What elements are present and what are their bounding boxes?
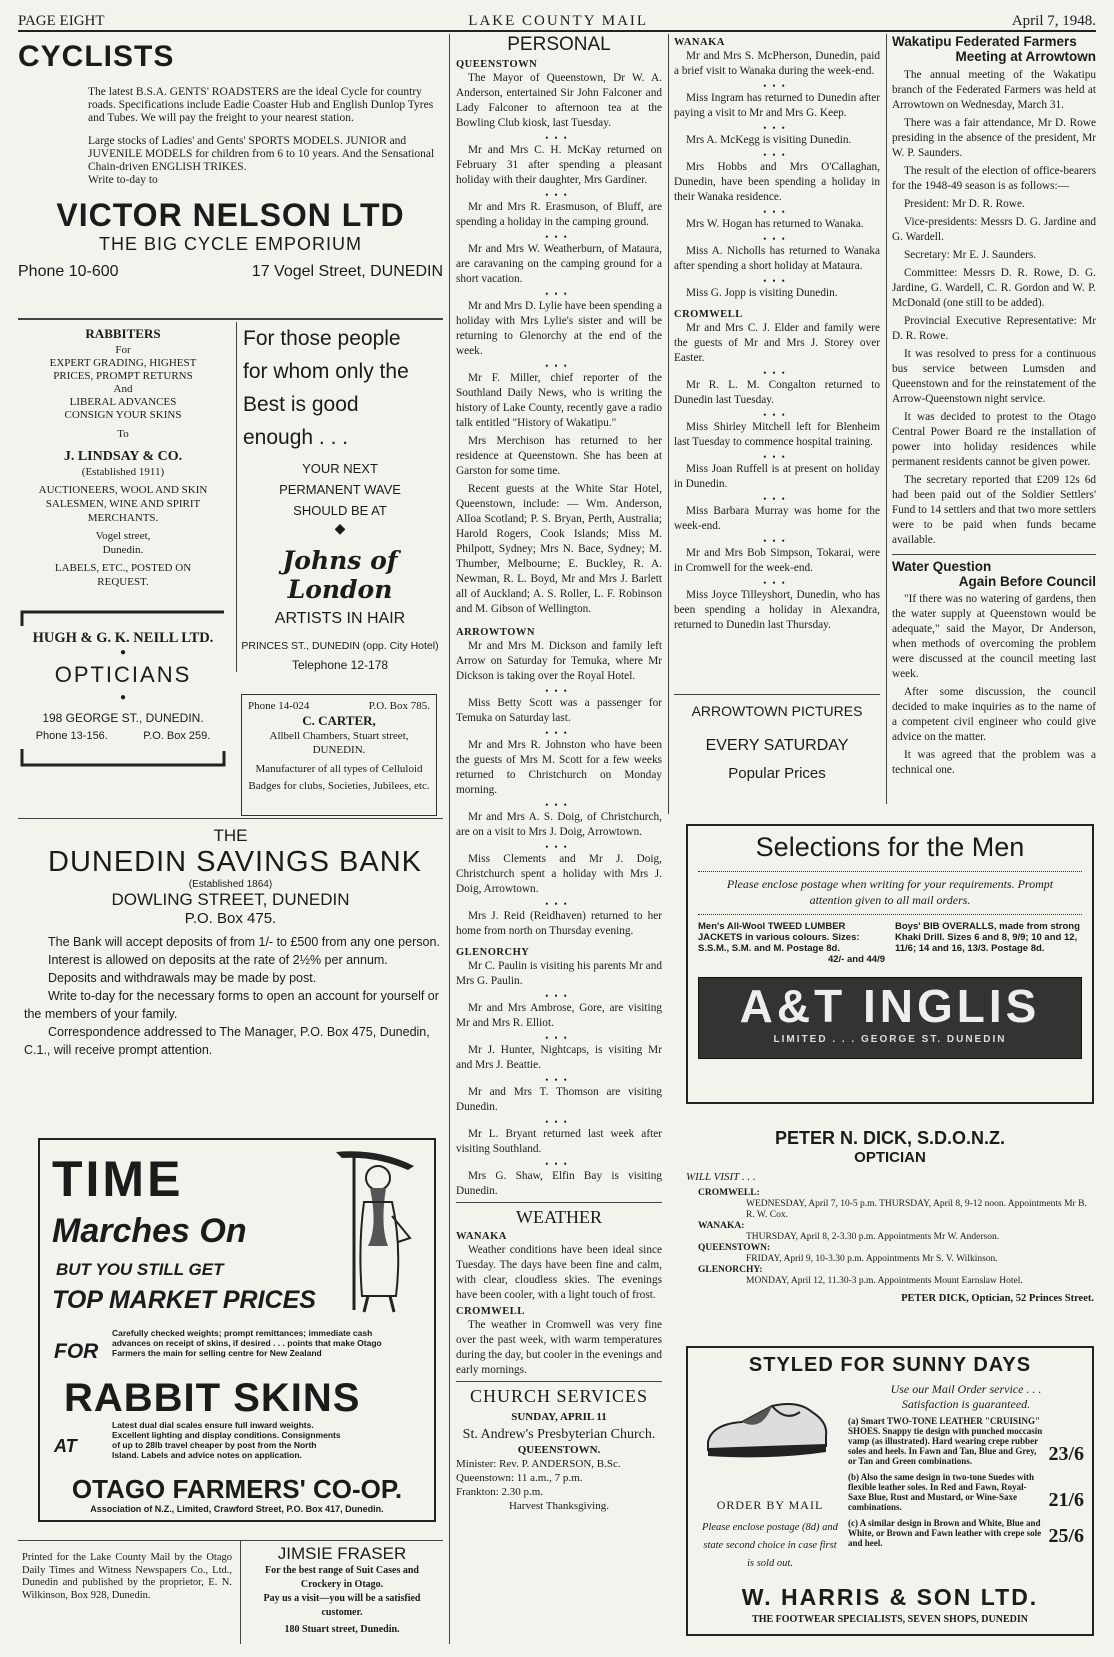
news-item: Mrs J. Reid (Reidhaven) returned to her home from north on Thursday evening. <box>456 910 662 937</box>
news-item: Mr and Mrs Bob Simpson, Tokarai, were in Cromwell for the week-end. <box>674 547 880 574</box>
johns-artists-in-hair: ARTISTS IN HAIR <box>274 610 406 627</box>
carter-ad <box>241 694 437 816</box>
separator: ••• <box>545 1033 573 1043</box>
separator: ••• <box>545 361 573 371</box>
jimsie-text: For the best range of Suit Cases and Crockery in Otago. <box>265 1565 419 1590</box>
victor-nelson-phone: Phone 10-600 <box>18 263 119 280</box>
separator: ••• <box>763 276 791 286</box>
separator: ••• <box>763 410 791 420</box>
news-item: Mr and Mrs R. Johnston who have been the guests of Mrs M. Scott for a few weeks returned to Christchurch on Monday morning. <box>456 739 662 796</box>
bullet-icon: ● <box>119 692 127 703</box>
dick-queenstown-times: FRIDAY, April 9, 10-3.30 p.m. Appointments Mr S. V. Wilkinson. <box>746 1254 998 1264</box>
otago-farmers-address: Association of N.Z., Limited, Crawford Street, P.O. Box 417, Dunedin. <box>90 1504 384 1514</box>
harris-satisfaction: Satisfaction is guaranteed. <box>901 1397 1031 1411</box>
column-rule <box>668 34 669 814</box>
church-title: CHURCH SERVICES <box>456 1381 662 1407</box>
news-item: Mr and Mrs R. Erasmuson, of Bluff, are spending a holiday in the camping ground. <box>456 201 662 228</box>
harris-footwear: THE FOOTWEAR SPECIALISTS, SEVEN SHOPS, DUNEDIN <box>752 1614 1028 1625</box>
news-item: Miss A. Nicholls has returned to Wanaka after spending a short holiday at Mataura. <box>674 245 880 272</box>
bank-street: DOWLING STREET, DUNEDIN <box>111 890 350 909</box>
johns-line-4: enough . . . <box>243 426 349 449</box>
news-item: Mr and Mrs T. Thomson are visiting Dunedin. <box>456 1086 662 1113</box>
news-item: The Mayor of Queenstown, Dr W. A. Anderson, entertained Sir John Falconer and Lady Falconer to afternoon tea at the Bowling Club kiosk, last Tuesday. <box>456 72 662 129</box>
bank-text-5: Correspondence addressed to The Manager, P.O. Box 475, Dunedin, C.1., will receive prompt attention. <box>24 1025 430 1057</box>
separator: ••• <box>545 728 573 738</box>
page-number: PAGE EIGHT <box>18 13 105 29</box>
rabbiters-title: RABBITERS <box>85 326 161 341</box>
church-name: St. Andrew's Presbyterian Church. <box>462 1427 656 1442</box>
church-minister: Minister: Rev. P. ANDERSON, B.Sc. <box>456 1458 621 1470</box>
bank-established: (Established 1864) <box>188 879 273 890</box>
bank-text-2: Interest is allowed on deposits at the rate of 2½% per annum. <box>48 953 388 967</box>
news-item: Mr R. L. M. Congalton returned to Dunedin last Tuesday. <box>674 379 880 406</box>
diamond-ornament-icon: ◆ <box>334 522 346 537</box>
news-item: Mr J. Hunter, Nightcaps, is visiting Mr and Mrs J. Beattie. <box>456 1044 662 1071</box>
church-frankton-times: Frankton: 2.30 p.m. <box>456 1486 544 1498</box>
news-item: Miss G. Jopp is visiting Dunedin. <box>686 287 838 299</box>
harris-mail-service: Use our Mail Order service . . . <box>890 1382 1042 1396</box>
divider <box>18 318 443 320</box>
rabbiters-line: And <box>113 383 133 395</box>
at-label: AT <box>54 1436 77 1456</box>
bank-name: DUNEDIN SAVINGS BANK <box>48 846 422 878</box>
newspaper-title: LAKE COUNTY MAIL <box>468 13 649 29</box>
father-time-illustration <box>318 1146 428 1316</box>
carter-city: DUNEDIN. <box>312 744 366 756</box>
divider <box>18 818 443 819</box>
otago-text-1: Carefully checked weights; prompt remittances; immediate cash advances on receipt of skins, if desired . . . points that make Otago Farmers the main for selling centre for New Zealand <box>112 1328 382 1358</box>
cycle-emporium-tagline: THE BIG CYCLE EMPORIUM <box>98 234 363 254</box>
news-item: Mrs Hobbs and Mrs O'Callaghan, Dunedin, have been spending a holiday in their Wanaka residence. <box>674 161 880 203</box>
harris-ad <box>686 1346 1094 1636</box>
separator: ••• <box>763 494 791 504</box>
harris-item-c: (c) A similar design in Brown and White, Blue and White, or Brown and Fawn leather with crepe sole and heel. <box>848 1518 1042 1548</box>
rabbiters-line: EXPERT GRADING, HIGHEST <box>49 357 197 369</box>
news-item: Mrs Merchison has returned to her residence at Queenstown. She has been at Garston for some time. <box>456 435 662 477</box>
wanaka-column <box>674 34 880 694</box>
news-item: Mr L. Bryant returned last week after visiting Southland. <box>456 1128 662 1155</box>
dick-will-visit: WILL VISIT . . . <box>686 1171 756 1183</box>
separator: ••• <box>545 133 573 143</box>
separator: ••• <box>763 207 791 217</box>
carter-address: Allbell Chambers, Stuart street, <box>269 730 409 742</box>
rabbiters-ad <box>18 326 228 596</box>
rabbit-skins: RABBIT SKINS <box>64 1376 361 1420</box>
neill-opticians-ad <box>18 608 228 808</box>
johns-line-3: Best is good <box>243 393 359 416</box>
weather-cromwell-text: The weather in Cromwell was very fine over the past week, with warm temperatures during the day, but cooler in the evenings and early mornings. <box>456 1319 662 1376</box>
pictures-title: ARROWTOWN PICTURES <box>691 703 863 719</box>
dick-queenstown: QUEENSTOWN: <box>698 1243 771 1253</box>
jimsie-fraser-ad <box>240 1540 443 1644</box>
for-label: FOR <box>54 1340 99 1363</box>
otago-farmers-name: OTAGO FARMERS' CO-OP. <box>71 1474 403 1504</box>
rabbiters-line: To <box>117 428 129 440</box>
water-title-2: Again Before Council <box>958 574 1096 589</box>
carter-phone: Phone 14-024 <box>248 700 310 712</box>
inglis-note: Please enclose postage when writing for your requirements. Prompt attention given to all mail orders. <box>726 877 1054 907</box>
separator: ••• <box>763 536 791 546</box>
separator: ••• <box>763 81 791 91</box>
lindsay-established: (Established 1911) <box>81 466 165 478</box>
jimsie-name: JIMSIE FRASER <box>277 1544 407 1563</box>
water-text: After some discussion, the council decided to make inquiries as to the name of a competent civil engineer who could give advice on the matter. <box>892 686 1096 743</box>
cyclists-ad <box>18 40 443 315</box>
johns-address: PRINCES ST., DUNEDIN (opp. City Hotel) <box>241 640 439 652</box>
johns-line-7: SHOULD BE AT <box>293 503 387 518</box>
harris-item-b: (b) Also the same design in two-tone Suedes with flexible leather soles. In Red and Fawn, Royal-Saxe Blue, Rust and Mustard, or Wine-Saxe combinations. <box>848 1472 1035 1512</box>
separator: ••• <box>545 842 573 852</box>
johns-telephone: Telephone 12-178 <box>291 658 389 672</box>
bank-text-1: The Bank will accept deposits of from 1/- to £500 from any one person. <box>48 935 440 949</box>
bullet-icon: ● <box>119 647 127 658</box>
lindsay-name: J. LINDSAY & CO. <box>63 449 183 464</box>
news-item: Mr and Mrs W. Weatherburn, of Mataura, are caravaning on the camping ground for a short vacation. <box>456 243 662 285</box>
masthead <box>18 10 1096 32</box>
dick-signature: PETER DICK, Optician, 52 Princes Street. <box>901 1293 1094 1304</box>
federated-farmers-column <box>892 34 1096 804</box>
personal-title: PERSONAL <box>507 34 611 55</box>
neill-address: 198 GEORGE ST., DUNEDIN. <box>42 711 204 725</box>
johns-line-6: PERMANENT WAVE <box>279 482 401 497</box>
farmers-text: President: Mr D. R. Rowe. <box>904 198 1025 210</box>
imprint: Printed for the Lake County Mail by the Otago Daily Times and Witness Newspapers Co., Ltd., Dunedin and published by the proprietor, E. N. Wilkinson, Box 928, Dunedin. <box>22 1552 232 1601</box>
inglis-ad <box>686 824 1094 1104</box>
water-text: "If there was no watering of gardens, then the water supply at Queenstown would be adequate," said the Mayor, Dr Anderson, when methods of overcoming the problem were discussed at the council meeting last week. <box>892 593 1096 680</box>
news-item: Miss Betty Scott was a passenger for Temuka on Saturday last. <box>456 697 662 724</box>
shoe-illustration <box>702 1392 832 1462</box>
inglis-overalls: Boys' BIB OVERALLS, made from strong Khaki Drill. Sizes 6 and 8, 9/9; 10 and 12, 11/6; 14 and 16, 13/3. Postage 8d. <box>895 921 1080 954</box>
farmers-text: Vice-presidents: Messrs D. G. Jardine and G. Wardell. <box>892 216 1096 243</box>
separator: ••• <box>763 123 791 133</box>
inglis-jackets-price: 42/- and 44/9 <box>827 954 885 965</box>
farmers-text: Committee: Messrs D. R. Rowe, D. G. Jardine, G. Wardell, C. R. Gordon and W. P. McDonald (one still to be added). <box>892 267 1096 309</box>
dick-wanaka: WANAKA: <box>698 1221 745 1231</box>
victor-nelson-address: 17 Vogel Street, DUNEDIN <box>251 263 443 280</box>
neill-phone: Phone 13-156. <box>35 730 108 742</box>
carter-description: Manufacturer of all types of Celluloid Badges for clubs, Societies, Jubilees, etc. <box>248 763 430 792</box>
news-item: Mr and Mrs A. S. Doig, of Christchurch, are on a visit to Mrs J. Doig, Arrowtown. <box>456 811 662 838</box>
cromwell-heading: CROMWELL <box>674 309 743 320</box>
news-item: Miss Joyce Tilleyshort, Dunedin, who has been spending a holiday in Alexandra, returned to Dunedin last Thursday. <box>674 589 880 631</box>
cyclists-text-2: Large stocks of Ladies' and Gents' SPORTS MODELS. JUNIOR and JUVENILE MODELS for children from 6 to 10 years. And the Sensational Chain-driven ENGLISH TRIKES. <box>88 135 435 173</box>
harris-order-by-mail: ORDER BY MAIL <box>716 1498 824 1512</box>
bank-the: THE <box>213 826 248 845</box>
lindsay-city: Dunedin. <box>102 544 144 556</box>
dick-name: PETER N. DICK, S.D.O.N.Z. <box>774 1128 1006 1148</box>
johns-line-1: For those people <box>243 327 401 350</box>
time-title: TIME <box>52 1151 184 1207</box>
news-item: Mr and Mrs C. H. McKay returned on February 31 after spending a pleasant holiday with their daughter, Mrs Gardiner. <box>456 144 662 186</box>
farmers-text: Secretary: Mr E. J. Saunders. <box>904 249 1037 261</box>
farmers-text: There was a fair attendance, Mr D. Rowe presiding in the absence of the president, Mr W. P. Saunders. <box>892 117 1096 159</box>
inglis-logo: A&T INGLIS <box>739 980 1041 1032</box>
water-text: It was agreed that the problem was a technical one. <box>892 749 1096 776</box>
farmers-text: It was decided to protest to the Otago Central Power Board re the installation of power into holiday residences while permanent residents cannot be given power. <box>892 411 1096 468</box>
jimsie-address: 180 Stuart street, Dunedin. <box>284 1624 400 1635</box>
weather-wanaka-text: Weather conditions have been ideal since Tuesday. The days have been fine and calm, with clear, cloudless skies. The evenings have been cooler, with a light touch of frost. <box>456 1244 662 1301</box>
news-item: Mrs G. Shaw, Elfin Bay is visiting Dunedin. <box>456 1170 662 1197</box>
top-market-prices: TOP MARKET PRICES <box>52 1286 316 1314</box>
news-item: Mr and Mrs D. Lylie have been spending a holiday with Mrs Lylie's sister and will be returning to Glenorchy at the end of the week. <box>456 300 662 357</box>
cyclists-title: CYCLISTS <box>18 40 175 73</box>
bank-box: P.O. Box 475. <box>184 910 277 927</box>
otago-farmers-ad <box>38 1138 436 1522</box>
separator: ••• <box>545 289 573 299</box>
inglis-logo-banner <box>698 977 1082 1059</box>
dick-glenorchy-times: MONDAY, April 12, 11.30-3 p.m. Appointments Mount Earnslaw Hotel. <box>746 1276 1023 1286</box>
church-date: SUNDAY, APRIL 11 <box>511 1411 607 1423</box>
news-item: Mr and Mrs C. J. Elder and family were the guests of Mr and Mrs J. Storey over Easter. <box>674 322 880 364</box>
water-title: Water Question <box>892 559 992 574</box>
news-item: Mr and Mrs S. McPherson, Dunedin, paid a brief visit to Wanaka during the week-end. <box>674 50 880 77</box>
otago-text-2: Latest dual dial scales ensure full inward weights. Excellent lighting and display conditions. Consignments of up to 28lb travel cheaper by post from the North Island. Labels and advice notes on application. <box>112 1420 341 1460</box>
harris-price-a: 23/6 <box>1048 1443 1084 1465</box>
news-item: Mr F. Miller, chief reporter of the Southland Daily News, who is writing the history of Lake County, recently gave a radio talk entitled "History of Wakatipu." <box>456 372 662 429</box>
dick-cromwell-times: WEDNESDAY, April 7, 10-5 p.m. THURSDAY, April 8, 9-12 noon. Appointments Mr B. R. W. Cox. <box>746 1199 1087 1220</box>
rabbiters-line: CONSIGN YOUR SKINS <box>64 409 182 421</box>
news-item: Miss Barbara Murray was home for the week-end. <box>674 505 880 532</box>
harris-name: W. HARRIS & SON LTD. <box>741 1584 1039 1610</box>
johns-line-5: YOUR NEXT <box>302 461 378 476</box>
harris-price-b: 21/6 <box>1048 1489 1084 1511</box>
news-item: Mr and Mrs M. Dickson and family left Arrow on Saturday for Temuka, where Mr Dickson is taking over the Royal Hotel. <box>456 640 662 682</box>
dick-wanaka-times: THURSDAY, April 8, 2-3.30 p.m. Appointments Mr W. Anderson. <box>746 1232 1000 1242</box>
jimsie-text-2: Pay us a visit—you will be a satisfied customer. <box>263 1593 421 1618</box>
church-harvest: Harvest Thanksgiving. <box>508 1500 609 1512</box>
separator: ••• <box>545 1075 573 1085</box>
arrowtown-pictures-ad <box>674 694 880 806</box>
lindsay-street: Vogel street, <box>95 530 151 542</box>
inglis-jackets: Men's All-Wool TWEED LUMBER JACKETS in various colours. Sizes: S.S.M., S.M. and M. Postage 8d. <box>698 921 860 954</box>
johns-of-london-ad <box>236 322 443 672</box>
separator: ••• <box>763 578 791 588</box>
farmers-title-2: Meeting at Arrowtown <box>955 49 1096 64</box>
bank-text-4: Write to-day for the necessary forms to open an account for yourself or the members of your family. <box>24 989 439 1021</box>
news-item: Mr C. Paulin is visiting his parents Mr and Mrs G. Paulin. <box>456 960 662 987</box>
dick-title: OPTICIAN <box>854 1149 926 1166</box>
arrowtown-heading: ARROWTOWN <box>456 627 535 638</box>
farmers-text: The result of the election of office-bearers for the 1948-49 season is as follows:— <box>892 165 1096 192</box>
news-item: Miss Joan Ruffell is at present on holiday in Dunedin. <box>674 463 880 490</box>
johns-of-london-logo: Johns of London <box>282 546 398 604</box>
carter-box: P.O. Box 785. <box>368 700 430 712</box>
separator: ••• <box>763 452 791 462</box>
bank-text-3: Deposits and withdrawals may be made by post. <box>48 971 317 985</box>
separator: ••• <box>763 368 791 378</box>
separator: ••• <box>545 1117 573 1127</box>
but-you-still-get: BUT YOU STILL GET <box>56 1260 224 1279</box>
news-item: Mrs A. McKegg is visiting Dunedin. <box>686 134 852 146</box>
cyclists-text-1: The latest B.S.A. GENTS' ROADSTERS are the ideal Cycle for country roads. Specifications include Eadie Coaster Hub and English Dunlop Tyres and Tubes. We will pay the freight to your nearest station. <box>88 86 434 124</box>
peter-dick-ad <box>686 1128 1094 1328</box>
harris-item-a: (a) Smart TWO-TONE LEATHER "CRUISING" SHOES. Snappy tie design with punched moccasin vamp (as illustrated). Hard wearing crepe rubber soles and heels. In Fawn and Tan, Blue and Grey, or Tan and Green combinations. <box>848 1416 1043 1466</box>
pictures-every-saturday: EVERY SATURDAY <box>705 737 849 754</box>
farmers-text: The annual meeting of the Wakatipu branch of the Federated Farmers was held at Arrowtown on Wednesday, March 31. <box>892 69 1096 111</box>
pictures-popular-prices: Popular Prices <box>728 765 826 782</box>
victor-nelson-name: VICTOR NELSON LTD <box>56 197 405 233</box>
lindsay-labels: LABELS, ETC., POSTED ON REQUEST. <box>54 562 192 588</box>
separator: ••• <box>545 1159 573 1169</box>
personal-column <box>456 34 662 1650</box>
church-town: QUEENSTOWN. <box>517 1444 601 1456</box>
separator: ••• <box>545 190 573 200</box>
marches-on: Marches On <box>52 1212 247 1250</box>
ornament-top <box>18 608 228 628</box>
savings-bank-ad <box>18 826 443 1108</box>
neill-name: HUGH & G. K. NEILL LTD. <box>32 630 214 646</box>
separator: ••• <box>545 991 573 1001</box>
dick-glenorchy: GLENORCHY: <box>698 1265 763 1275</box>
lindsay-description: AUCTIONEERS, WOOL AND SKIN SALESMEN, WINE AND SPIRIT MERCHANTS. <box>38 484 208 524</box>
issue-date: April 7, 1948. <box>1011 13 1096 29</box>
farmers-title: Wakatipu Federated Farmers <box>892 34 1077 49</box>
neill-box: P.O. Box 259. <box>143 730 211 742</box>
cyclists-text-3: Write to-day to <box>88 174 158 186</box>
weather-cromwell-heading: CROMWELL <box>456 1306 525 1317</box>
queenstown-heading: QUEENSTOWN <box>456 59 538 70</box>
news-item: Miss Clements and Mr J. Doig, Christchurch spent a holiday with Mrs J. Doig, Arrowtown. <box>456 853 662 895</box>
inglis-title: Selections for the Men <box>755 832 1025 862</box>
carter-name: C. CARTER, <box>302 713 376 728</box>
news-item: Mrs W. Hogan has returned to Wanaka. <box>686 218 864 230</box>
harris-price-c: 25/6 <box>1048 1525 1084 1547</box>
rabbiters-line: LIBERAL ADVANCES <box>69 396 177 408</box>
news-item: Miss Ingram has returned to Dunedin after paying a visit to Mr and Mrs G. Keep. <box>674 92 880 119</box>
news-item: Mr and Mrs Ambrose, Gore, are visiting Mr and Mrs R. Elliot. <box>456 1002 662 1029</box>
separator: ••• <box>545 800 573 810</box>
column-rule <box>886 34 887 804</box>
ornament-bottom <box>18 747 228 771</box>
dick-cromwell: CROMWELL: <box>698 1188 760 1198</box>
news-item: Recent guests at the White Star Hotel, Queenstown, include: — Wm. Anderson, Alloa Scotland; P. S. Bryan, Perth, Australia; Harold Rogers, Cook Islands; Miss M. Philpott, Sydney; Mrs N. Bace, Sydney; M. Thumber, Melbourne; E. Buckley, R. A. Newman, R. L. Boyd, Mr and Mrs J. Barlett all of Auckland; A. S. Roller, L. F. Robinson and M. Gibson of Wellington. <box>456 483 662 615</box>
farmers-text: It was resolved to press for a continuous bus service between Lumsden and Queenstown and for the reinstatement of the Arrow-Queenstown night service. <box>892 348 1096 405</box>
johns-line-2: for whom only the <box>243 360 409 383</box>
neill-opticians-title: OPTICIANS <box>54 662 192 687</box>
separator: ••• <box>545 686 573 696</box>
weather-wanaka-heading: WANAKA <box>456 1231 507 1242</box>
rabbiters-line: For <box>115 344 131 356</box>
harris-title: STYLED FOR SUNNY DAYS <box>748 1354 1032 1376</box>
rabbiters-line: PRICES, PROMPT RETURNS <box>53 370 193 382</box>
column-rule <box>449 34 450 1644</box>
harris-order-note: Please enclose postage (8d) and state second choice in case first is sold out. <box>702 1522 838 1569</box>
farmers-text: Provincial Executive Representative: Mr D. R. Rowe. <box>892 315 1096 342</box>
separator: ••• <box>545 899 573 909</box>
farmers-text: The secretary reported that £209 12s 6d had been paid out of the Soldier Settlers' Fund to 14 settlers and that two more settlers were to be paid when funds became available. <box>892 474 1096 546</box>
separator: ••• <box>763 234 791 244</box>
church-queenstown-times: Queenstown: 11 a.m., 7 p.m. <box>456 1472 583 1484</box>
wanaka-heading: WANAKA <box>674 37 725 48</box>
separator: ••• <box>545 232 573 242</box>
separator: ••• <box>763 150 791 160</box>
glenorchy-heading: GLENORCHY <box>456 947 530 958</box>
weather-title: WEATHER <box>456 1202 662 1228</box>
news-item: Miss Shirley Mitchell left for Blenheim last Tuesday to commence hospital training. <box>674 421 880 448</box>
inglis-logo-sub: LIMITED . . . GEORGE ST. DUNEDIN <box>773 1034 1007 1045</box>
